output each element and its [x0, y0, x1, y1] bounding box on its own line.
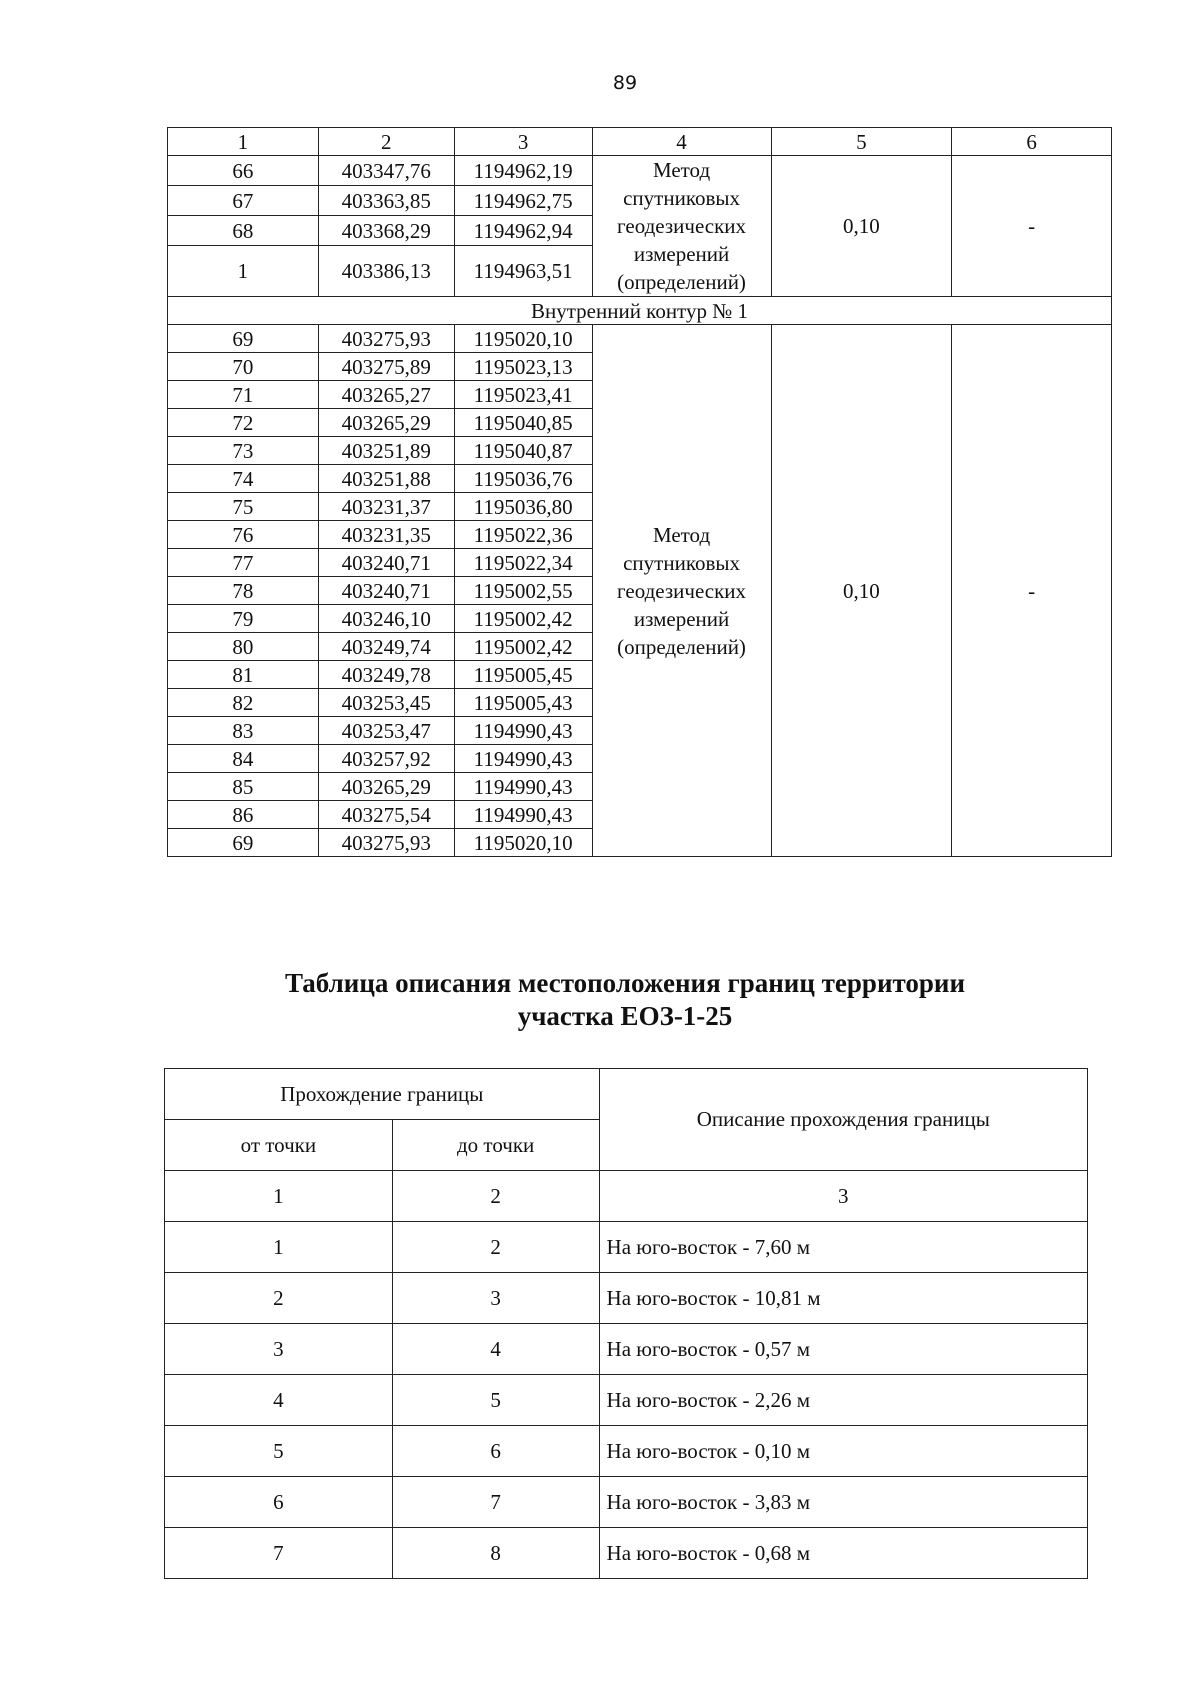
method-line: геодезических	[617, 578, 747, 603]
column-6-cell: -	[952, 325, 1112, 857]
boundary-row	[165, 1426, 1088, 1477]
page-number: 89	[612, 72, 638, 94]
boundary-header-row	[165, 1069, 1088, 1120]
y-coordinate: 1194990,43	[454, 801, 592, 829]
col-number: 3	[599, 1171, 1087, 1222]
x-coordinate: 403275,93	[318, 829, 454, 857]
point-number: 79	[168, 605, 319, 633]
point-number: 78	[168, 577, 319, 605]
title-line-2: участка ЕОЗ-1-25	[517, 1001, 733, 1031]
section-row	[168, 297, 1112, 325]
y-coordinate: 1195020,10	[454, 829, 592, 857]
to-point: 5	[392, 1375, 599, 1426]
point-number: 69	[168, 325, 319, 353]
from-point: 5	[165, 1426, 393, 1477]
boundary-row	[165, 1477, 1088, 1528]
x-coordinate: 403251,88	[318, 465, 454, 493]
boundary-description: На юго-восток - 0,57 м	[599, 1324, 1087, 1375]
method-line: спутниковых	[623, 186, 740, 210]
x-coordinate: 403246,10	[318, 605, 454, 633]
method-line: Метод	[652, 158, 711, 182]
point-number: 75	[168, 493, 319, 521]
y-coordinate: 1194990,43	[454, 717, 592, 745]
column-number: 1	[168, 128, 319, 156]
x-coordinate: 403240,71	[318, 549, 454, 577]
point-number: 80	[168, 633, 319, 661]
y-coordinate: 1195022,36	[454, 521, 592, 549]
x-coordinate: 403249,78	[318, 661, 454, 689]
boundary-row	[165, 1222, 1088, 1273]
column-6-cell: -	[952, 156, 1112, 297]
y-coordinate: 1195040,85	[454, 409, 592, 437]
method-line: Метод	[652, 522, 711, 547]
coordinates-table-body	[168, 128, 1112, 857]
x-coordinate: 403265,29	[318, 773, 454, 801]
boundary-table	[164, 1068, 1088, 1579]
y-coordinate: 1194990,43	[454, 745, 592, 773]
y-coordinate: 1194962,94	[454, 216, 592, 246]
to-point: 3	[392, 1273, 599, 1324]
to-point: 2	[392, 1222, 599, 1273]
point-number: 82	[168, 689, 319, 717]
from-point: 2	[165, 1273, 393, 1324]
x-coordinate: 403347,76	[318, 156, 454, 186]
column-number: 5	[771, 128, 952, 156]
boundary-description: На юго-восток - 2,26 м	[599, 1375, 1087, 1426]
column-number: 4	[592, 128, 771, 156]
coordinate-row	[168, 325, 1112, 353]
point-number: 73	[168, 437, 319, 465]
point-number: 69	[168, 829, 319, 857]
x-coordinate: 403265,29	[318, 409, 454, 437]
y-coordinate: 1195002,42	[454, 633, 592, 661]
point-number: 74	[168, 465, 319, 493]
x-coordinate: 403368,29	[318, 216, 454, 246]
y-coordinate: 1195023,41	[454, 381, 592, 409]
to-point: 8	[392, 1528, 599, 1579]
boundary-row	[165, 1375, 1088, 1426]
to-point: 7	[392, 1477, 599, 1528]
y-coordinate: 1194962,75	[454, 186, 592, 216]
x-coordinate: 403257,92	[318, 745, 454, 773]
method-line: спутниковых	[623, 550, 740, 575]
header-row	[168, 128, 1112, 156]
column-number: 6	[952, 128, 1112, 156]
y-coordinate: 1195020,10	[454, 325, 592, 353]
accuracy-cell: 0,10	[771, 325, 952, 857]
from-point: 4	[165, 1375, 393, 1426]
y-coordinate: 1195040,87	[454, 437, 592, 465]
header-from-point: от точки	[165, 1120, 393, 1171]
point-number: 83	[168, 717, 319, 745]
y-coordinate: 1195022,34	[454, 549, 592, 577]
col-number: 2	[392, 1171, 599, 1222]
x-coordinate: 403386,13	[318, 246, 454, 297]
title-line-1: Таблица описания местоположения границ территории	[284, 968, 966, 998]
x-coordinate: 403265,27	[318, 381, 454, 409]
x-coordinate: 403231,37	[318, 493, 454, 521]
x-coordinate: 403240,71	[318, 577, 454, 605]
point-number: 66	[168, 156, 319, 186]
point-number: 70	[168, 353, 319, 381]
x-coordinate: 403363,85	[318, 186, 454, 216]
boundary-description: На юго-восток - 3,83 м	[599, 1477, 1087, 1528]
point-number: 84	[168, 745, 319, 773]
point-number: 86	[168, 801, 319, 829]
method-cell	[592, 156, 771, 297]
y-coordinate: 1194962,19	[454, 156, 592, 186]
point-number: 81	[168, 661, 319, 689]
boundary-description: На юго-восток - 0,10 м	[599, 1426, 1087, 1477]
boundary-row	[165, 1324, 1088, 1375]
boundary-table-title	[0, 967, 1200, 1033]
column-number: 3	[454, 128, 592, 156]
boundary-row	[165, 1273, 1088, 1324]
point-number: 85	[168, 773, 319, 801]
x-coordinate: 403249,74	[318, 633, 454, 661]
col-number: 1	[165, 1171, 393, 1222]
method-line: измерений	[633, 606, 730, 631]
y-coordinate: 1195023,13	[454, 353, 592, 381]
y-coordinate: 1195002,42	[454, 605, 592, 633]
header-to-point: до точки	[392, 1120, 599, 1171]
point-number: 71	[168, 381, 319, 409]
point-number: 77	[168, 549, 319, 577]
boundary-row	[165, 1528, 1088, 1579]
to-point: 4	[392, 1324, 599, 1375]
boundary-description: На юго-восток - 10,81 м	[599, 1273, 1087, 1324]
to-point: 6	[392, 1426, 599, 1477]
column-number: 2	[318, 128, 454, 156]
from-point: 1	[165, 1222, 393, 1273]
boundary-description: На юго-восток - 0,68 м	[599, 1528, 1087, 1579]
x-coordinate: 403251,89	[318, 437, 454, 465]
section-title: Внутренний контур № 1	[168, 297, 1112, 325]
x-coordinate: 403275,89	[318, 353, 454, 381]
coordinates-table	[167, 127, 1112, 857]
x-coordinate: 403253,45	[318, 689, 454, 717]
coordinate-row	[168, 156, 1112, 186]
y-coordinate: 1194963,51	[454, 246, 592, 297]
method-line: (определений)	[617, 270, 746, 294]
point-number: 72	[168, 409, 319, 437]
y-coordinate: 1195036,76	[454, 465, 592, 493]
point-number: 68	[168, 216, 319, 246]
method-cell	[592, 325, 771, 857]
y-coordinate: 1195005,43	[454, 689, 592, 717]
boundary-table-body	[165, 1069, 1088, 1579]
point-number: 76	[168, 521, 319, 549]
point-number: 1	[168, 246, 319, 297]
y-coordinate: 1195005,45	[454, 661, 592, 689]
x-coordinate: 403231,35	[318, 521, 454, 549]
method-line: измерений	[633, 242, 730, 266]
from-point: 3	[165, 1324, 393, 1375]
from-point: 6	[165, 1477, 393, 1528]
point-number: 67	[168, 186, 319, 216]
y-coordinate: 1194990,43	[454, 773, 592, 801]
y-coordinate: 1195002,55	[454, 577, 592, 605]
y-coordinate: 1195036,80	[454, 493, 592, 521]
method-line: (определений)	[617, 634, 746, 659]
boundary-column-numbers-row	[165, 1171, 1088, 1222]
header-boundary-passage: Прохождение границы	[165, 1069, 600, 1120]
accuracy-cell: 0,10	[771, 156, 952, 297]
x-coordinate: 403253,47	[318, 717, 454, 745]
boundary-description: На юго-восток - 7,60 м	[599, 1222, 1087, 1273]
from-point: 7	[165, 1528, 393, 1579]
x-coordinate: 403275,93	[318, 325, 454, 353]
x-coordinate: 403275,54	[318, 801, 454, 829]
header-description: Описание прохождения границы	[599, 1069, 1087, 1171]
method-line: геодезических	[617, 214, 747, 238]
